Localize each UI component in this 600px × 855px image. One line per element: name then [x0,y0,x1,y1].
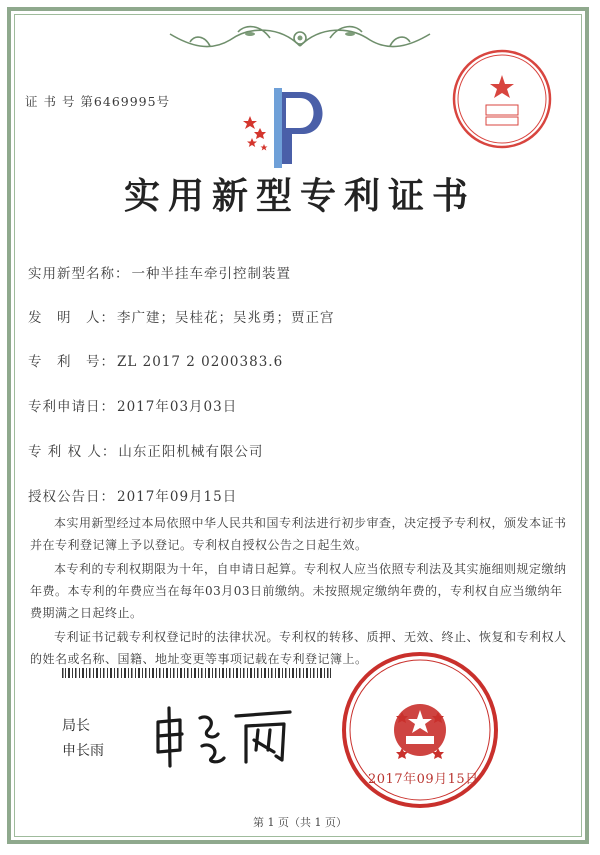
patentee-label: 专 利 权 人： [28,444,117,460]
filing-date-row [28,395,237,415]
barcode-icon [62,668,332,678]
utility-model-name-value: 一种半挂车牵引控制装置 [131,266,291,282]
grant-date-label: 授权公告日： [28,489,115,505]
patentee-row [28,440,263,460]
seal-date: 2017年09月15日 [368,772,479,787]
patent-number-row [28,350,283,370]
utility-model-name-label: 实用新型名称： [28,266,130,282]
inventor-value: 李广建；吴桂花；吴兆勇；贾正宫 [117,310,335,326]
handwritten-signature-icon [150,700,300,770]
patentee-value: 山东正阳机械有限公司 [118,444,264,460]
body-paragraph: 本实用新型经过本局依照中华人民共和国专利法进行初步审查，决定授予专利权，颁发本证书并在专利登记簿上予以登记。专利权自授权公告之日起生效。 [30,516,567,552]
body-paragraph: 本专利的专利权期限为十年，自申请日起算。专利权人应当依照专利法及其实施细则规定缴纳年费。本专利的年费应当在每年03月03日前缴纳。未按照规定缴纳年费的，专利权自应当缴纳年费期满之日起终止。 [30,562,567,620]
signatory-title: 局长 [62,718,90,734]
grant-date-row [28,485,237,505]
certificate-number: 证 书 号 第6469995号 [25,94,171,109]
filing-date-value: 2017年03月03日 [117,399,238,415]
utility-model-name-row [28,262,291,282]
patent-office-logo-icon [230,82,350,172]
inventor-label: 发 明 人： [28,310,115,326]
page-footer: 第 1 页（共 1 页） [253,816,347,829]
page-title: 实用新型专利证书 [123,175,476,217]
certificate-body [30,512,575,670]
patent-number-label: 专 利 号： [28,354,115,370]
grant-date-value: 2017年09月15日 [117,489,238,505]
filing-date-label: 专利申请日： [28,399,115,415]
signatory-name: 申长雨 [62,743,104,759]
inventor-row [28,306,335,326]
local-office-seal-icon [450,47,554,151]
patent-number-value: ZL 2017 2 0200383.6 [117,354,284,370]
body-paragraph: 专利证书记载专利权登记时的法律状况。专利权的转移、质押、无效、终止、恢复和专利权人的姓名或名称、国籍、地址变更等事项记载在专利登记簿上。 [30,630,567,666]
floral-ornament-icon [150,16,450,56]
